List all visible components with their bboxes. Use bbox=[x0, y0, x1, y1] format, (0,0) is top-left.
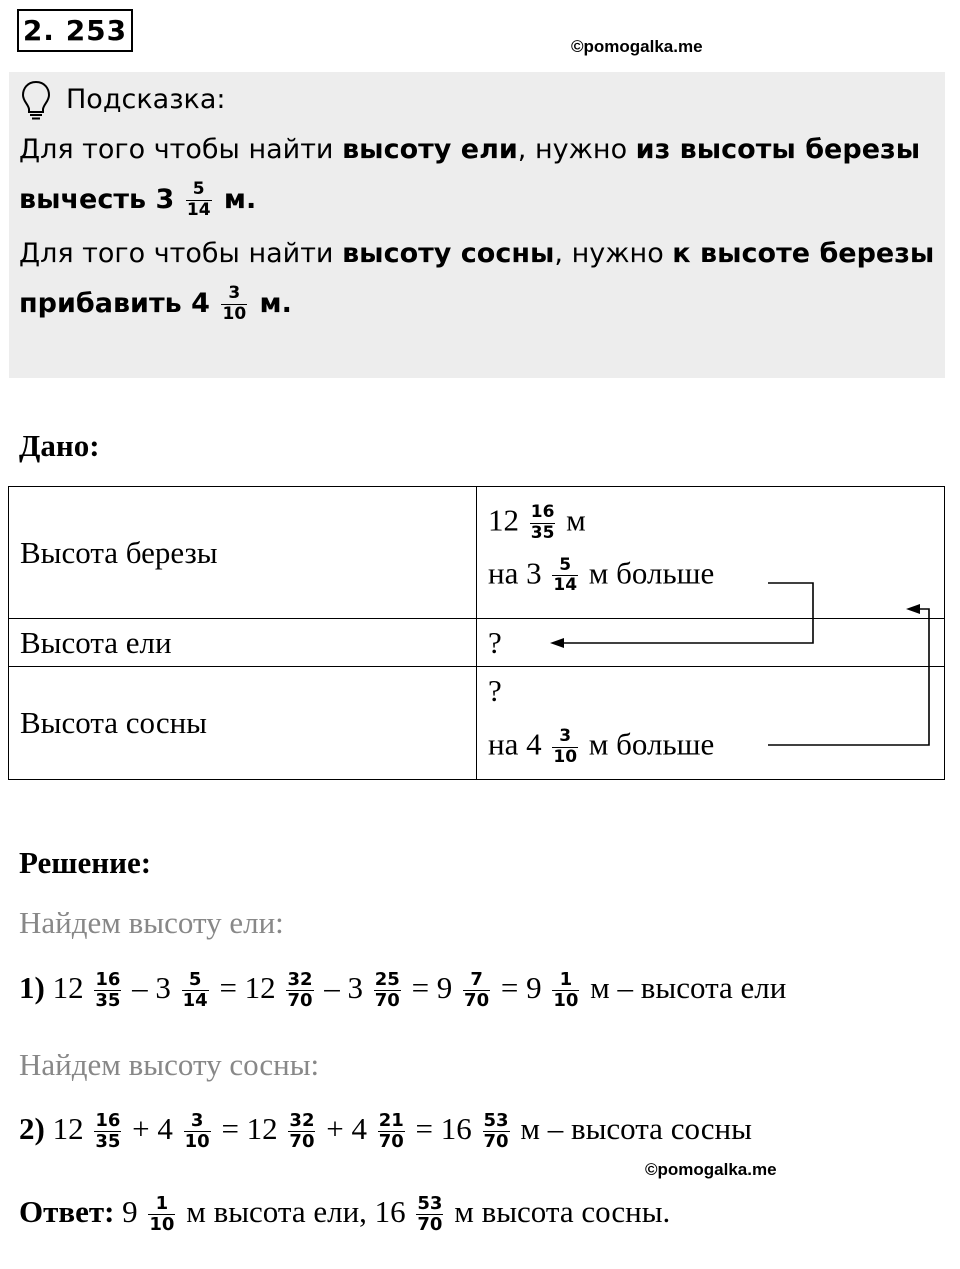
hint-line-3: Для того чтобы найти высоту сосны, нужно к высоте березы bbox=[19, 238, 935, 269]
fraction: $\frac{32}{70}$ bbox=[289, 1109, 315, 1153]
arrow-head bbox=[550, 638, 564, 648]
answer-line: Ответ: 9 $\frac{1}{10}$ м высота ели, 16 $\frac{53}{70}$ м высота сосны. bbox=[19, 1192, 671, 1236]
step1-equation: 1) 12 $\frac{16}{35}$ – 3 $\frac{5}{14}$ = 12 $\frac{32}{70}$ – 3 $\frac{25}{70}$ = 9 $\frac{7}{70}$ = 9 $\frac{1}{10}$ м – высота ели bbox=[19, 968, 787, 1012]
step1-caption: Найдем высоту ели: bbox=[19, 905, 284, 940]
fraction: $\frac{5}{14}$ bbox=[553, 554, 578, 596]
watermark-top: ©pomogalka.me bbox=[571, 37, 703, 56]
fraction: $\frac{21}{70}$ bbox=[378, 1109, 404, 1153]
row-value: ? bbox=[477, 619, 945, 667]
fraction: $\frac{1}{10}$ bbox=[149, 1192, 175, 1236]
problem-number: 2. 253 bbox=[17, 9, 133, 52]
hint-line-2: вычесть 3 $\frac{5}{14}$ м. bbox=[19, 179, 257, 220]
given-title: Дано: bbox=[19, 428, 100, 463]
solution-title: Решение: bbox=[19, 845, 152, 880]
fraction: $\frac{53}{70}$ bbox=[483, 1109, 509, 1153]
hint-line-4: прибавить 4 $\frac{3}{10}$ м. bbox=[19, 283, 292, 324]
row-value: 12 $\frac{16}{35}$ м на 3 $\frac{5}{14}$ м больше bbox=[477, 487, 945, 619]
fraction: $\frac{16}{35}$ bbox=[95, 1109, 121, 1153]
arrow-head bbox=[906, 604, 920, 614]
fraction: $\frac{5}{14}$ bbox=[182, 968, 208, 1012]
arrow-to-fir bbox=[560, 583, 813, 643]
fraction: $\frac{25}{70}$ bbox=[374, 968, 400, 1012]
fraction: $\frac{32}{70}$ bbox=[287, 968, 313, 1012]
fraction: $\frac{3}{10}$ bbox=[222, 283, 247, 324]
step2-equation: 2) 12 $\frac{16}{35}$ + 4 $\frac{3}{10}$ = 12 $\frac{32}{70}$ + 4 $\frac{21}{70}$ = 16 $\frac{53}{70}$ м – высота сосны bbox=[19, 1109, 752, 1153]
row-label: Высота березы bbox=[9, 487, 477, 619]
watermark-bottom: ©pomogalka.me bbox=[645, 1160, 777, 1179]
fraction: $\frac{1}{10}$ bbox=[553, 968, 579, 1012]
fraction: $\frac{16}{35}$ bbox=[530, 501, 555, 543]
fraction: $\frac{3}{10}$ bbox=[184, 1109, 210, 1153]
row-label: Высота сосны bbox=[9, 667, 477, 780]
fraction: $\frac{5}{14}$ bbox=[186, 179, 211, 220]
row-label: Высота ели bbox=[9, 619, 477, 667]
fraction: $\frac{7}{70}$ bbox=[464, 968, 490, 1012]
hint-title: Подсказка: bbox=[66, 84, 226, 115]
fraction: $\frac{16}{35}$ bbox=[95, 968, 121, 1012]
arrow-to-birch bbox=[768, 609, 929, 745]
step2-caption: Найдем высоту сосны: bbox=[19, 1047, 320, 1082]
fraction: $\frac{3}{10}$ bbox=[553, 726, 578, 767]
hint-line-1: Для того чтобы найти высоту ели, нужно из высоты березы bbox=[19, 134, 921, 165]
row-value: ? на 4 $\frac{3}{10}$ м больше bbox=[477, 667, 945, 780]
fraction: $\frac{53}{70}$ bbox=[417, 1192, 443, 1236]
